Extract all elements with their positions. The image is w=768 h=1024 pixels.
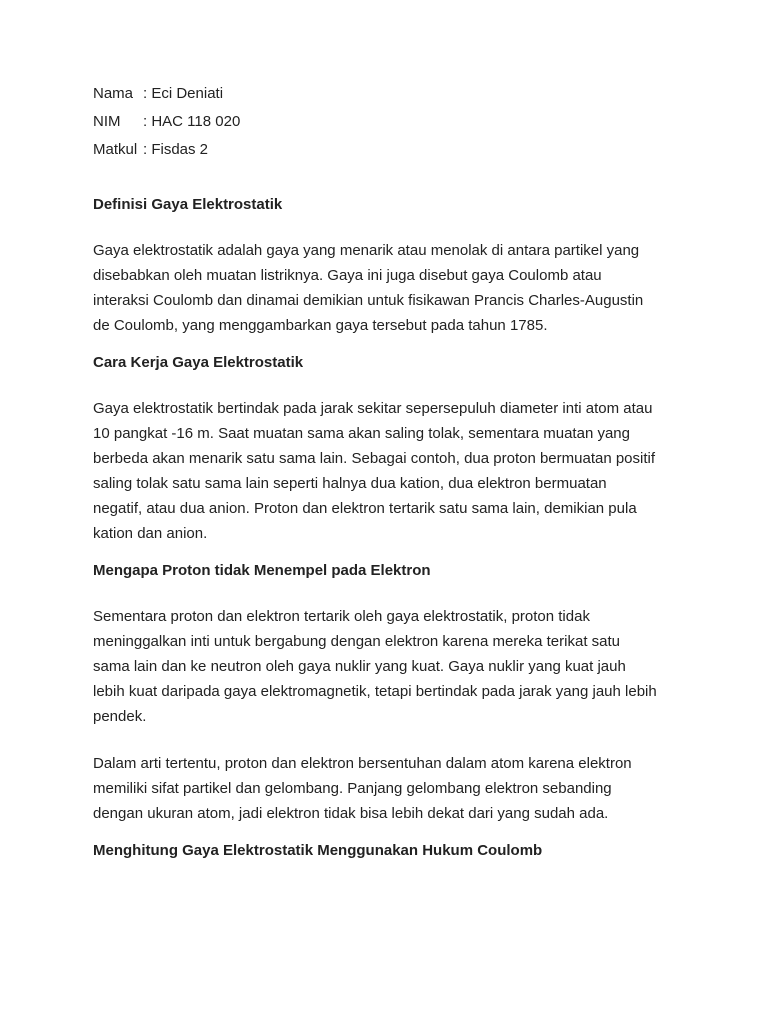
paragraph-line: disebabkan oleh muatan listriknya. Gaya ini juga disebut gaya Coulomb atau [93,267,602,284]
paragraph-line: dengan ukuran atom, jadi elektron tidak bisa lebih dekat dari yang sudah ada. [93,805,609,822]
meta-key: Nama [93,85,134,102]
meta-line-matkul [93,140,693,168]
paragraph-line: saling tolak satu sama lain seperti halnya dua kation, dua elektron bermuatan [93,475,607,492]
section-heading: Definisi Gaya Elektrostatik [93,196,283,213]
document-content [93,84,693,861]
paragraph [93,604,693,729]
paragraph-line: negatif, atau dua anion. Proton dan elektron tertarik satu sama lain, demikian pula [93,500,637,517]
paragraph-line: 10 pangkat -16 m. Saat muatan sama akan saling tolak, sementara muatan yang [93,425,630,442]
paragraph-line: Sementara proton dan elektron tertarik oleh gaya elektrostatik, proton tidak [93,608,590,625]
meta-key: NIM [93,113,121,130]
paragraph-line: pendek. [93,708,147,725]
section-heading: Menghitung Gaya Elektrostatik Menggunakan Hukum Coulomb [93,842,543,859]
section-heading: Cara Kerja Gaya Elektrostatik [93,354,304,371]
paragraph [93,396,693,546]
paragraph-line: meninggalkan inti untuk bergabung dengan elektron karena mereka terikat satu [93,633,621,650]
paragraph-line: berbeda akan menarik satu sama lain. Sebagai contoh, dua proton bermuatan positif [93,450,656,467]
paragraph [93,751,693,826]
paragraph-line: interaksi Coulomb dan dinamai demikian untuk fisikawan Prancis Charles-Augustin [93,292,644,309]
section-heading: Mengapa Proton tidak Menempel pada Elektron [93,562,431,579]
paragraph-line: Gaya elektrostatik adalah gaya yang menarik atau menolak di antara partikel yang [93,242,640,259]
meta-value: : HAC 118 020 [143,113,241,130]
meta-value: : Eci Deniati [143,85,224,102]
meta-value: : Fisdas 2 [143,141,209,158]
paragraph-line: Dalam arti tertentu, proton dan elektron bersentuhan dalam atom karena elektron [93,755,632,772]
meta-key: Matkul [93,141,138,158]
paragraph-line: de Coulomb, yang menggambarkan gaya tersebut pada tahun 1785. [93,317,548,334]
paragraph-line: kation dan anion. [93,525,208,542]
paragraph [93,238,693,338]
paragraph-line: Gaya elektrostatik bertindak pada jarak sekitar sepersepuluh diameter inti atom atau [93,400,653,417]
paragraph-line: memiliki sifat partikel dan gelombang. Panjang gelombang elektron sebanding [93,780,612,797]
meta-line-nim [93,112,693,140]
paragraph-line: sama lain dan ke neutron oleh gaya nuklir yang kuat. Gaya nuklir yang kuat jauh [93,658,626,675]
paragraph-line: lebih kuat daripada gaya elektromagnetik, tetapi bertindak pada jarak yang jauh lebih [93,683,657,700]
student-info [93,84,693,168]
meta-line-nama [93,84,693,112]
